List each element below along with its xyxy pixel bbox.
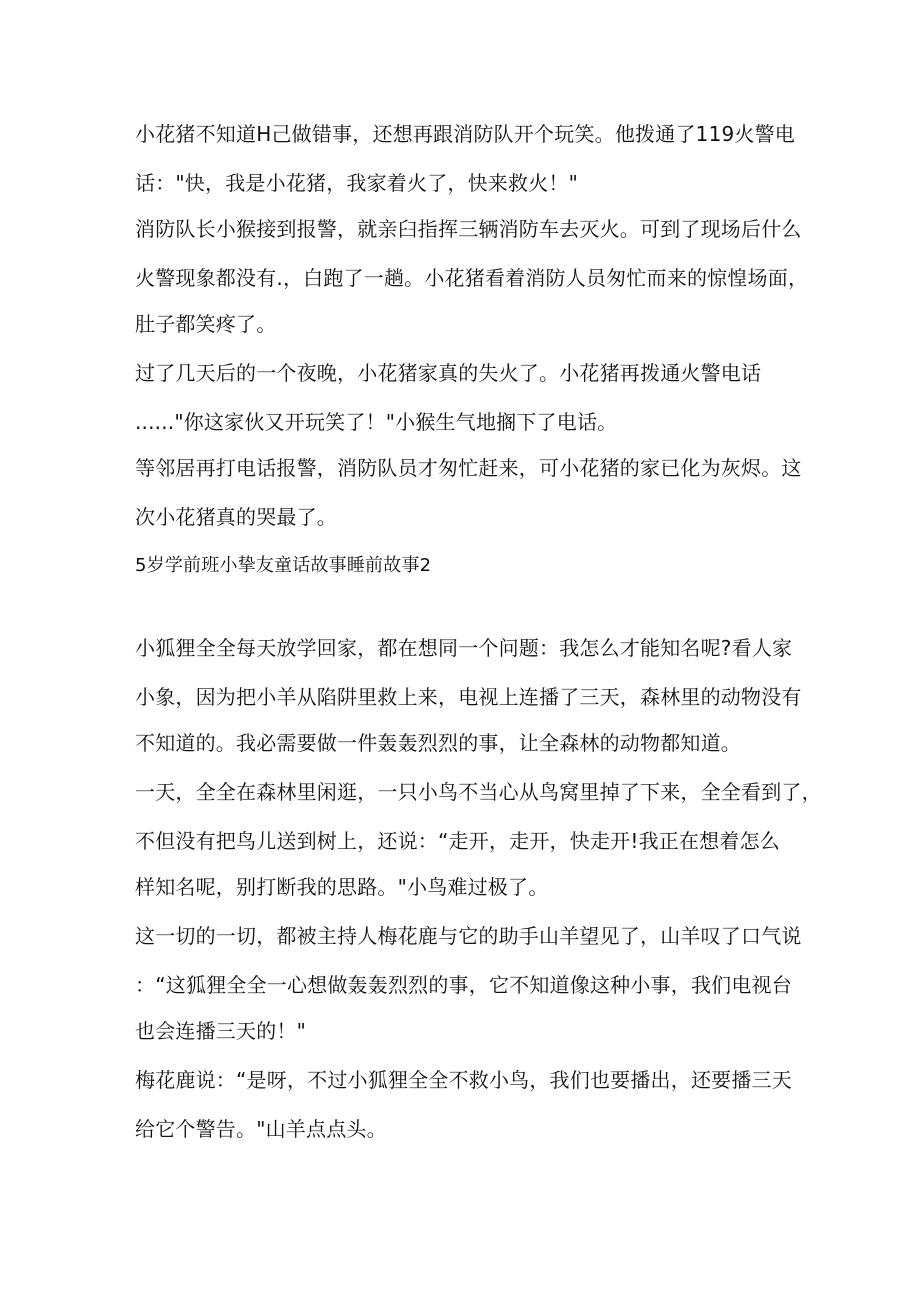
story2-heading: 5岁学前班小挚友童话故事睡前故事2 xyxy=(135,555,432,576)
story1-line-5: 肚子都笑疼了。 xyxy=(135,312,277,336)
story1-line-7: ......"你这家伙又开玩笑了！"小猴生气地搁下了电话。 xyxy=(135,410,618,434)
story2-line-10: 梅花鹿说：“是呀，不过小狐狸全全不救小鸟，我们也要播出，还要播三天 xyxy=(135,1068,792,1092)
story1-line-2: 话："快，我是小花猪，我家着火了，快来救火！" xyxy=(135,171,578,195)
story2-line-11: 给它个警告。"山羊点点头。 xyxy=(135,1117,387,1141)
story1-line-4: 火警现象都没有.，白跑了一趟。小花猪看着消防人员匆忙而来的惊惶场面， xyxy=(135,266,809,290)
story2-line-2: 小象，因为把小羊从陷阱里救上来，电视上连播了三天，森林里的动物没有 xyxy=(135,685,802,709)
story1-line-8: 等邻居再打电话报警，消防队员才匆忙赶来，可小花猪的家已化为灰烬。这 xyxy=(135,456,802,480)
story2-line-3: 不知道的。我必需要做一件轰轰烈烈的事，让全森林的动物都知道。 xyxy=(135,731,741,755)
story2-line-7: 这一切的一切，都被主持人梅花鹿与它的助手山羊望见了，山羊叹了口气说 xyxy=(135,924,802,948)
story1-line-6: 过了几天后的一个夜晚，小花猪家真的失火了。小花猪再拨通火警电话 xyxy=(135,361,762,385)
story2-line-4: 一天，全全在森林里闲逛，一只小鸟不当心从鸟窝里掉了下来，全全看到了， xyxy=(135,780,822,804)
story2-line-1: 小狐狸全全每天放学回家，都在想同一个问题：我怎么才能知名呢?看人家 xyxy=(135,636,793,660)
story1-line-1: 小花猪不知道H己做错事，还想再跟消防队开个玩笑。他拨通了119火警电 xyxy=(135,122,796,146)
story2-line-8: ：“这狐狸全全一心想做轰轰烈烈的事，它不知道像这种小事，我们电视台 xyxy=(135,973,792,997)
story1-line-3: 消防队长小猴接到报警，就亲臼指挥三辆消防车去灭火。可到了现场后什么 xyxy=(135,217,802,241)
story2-line-5: 不但没有把鸟儿送到树上，还说：“走开，走开，快走开!我正在想着怎么 xyxy=(135,829,780,853)
story2-line-6: 样知名呢，别打断我的思路。"小鸟难过极了。 xyxy=(135,875,549,899)
story2-line-9: 也会连播三天的！" xyxy=(135,1019,306,1043)
story1-line-9: 次小花猪真的哭最了。 xyxy=(135,505,337,529)
